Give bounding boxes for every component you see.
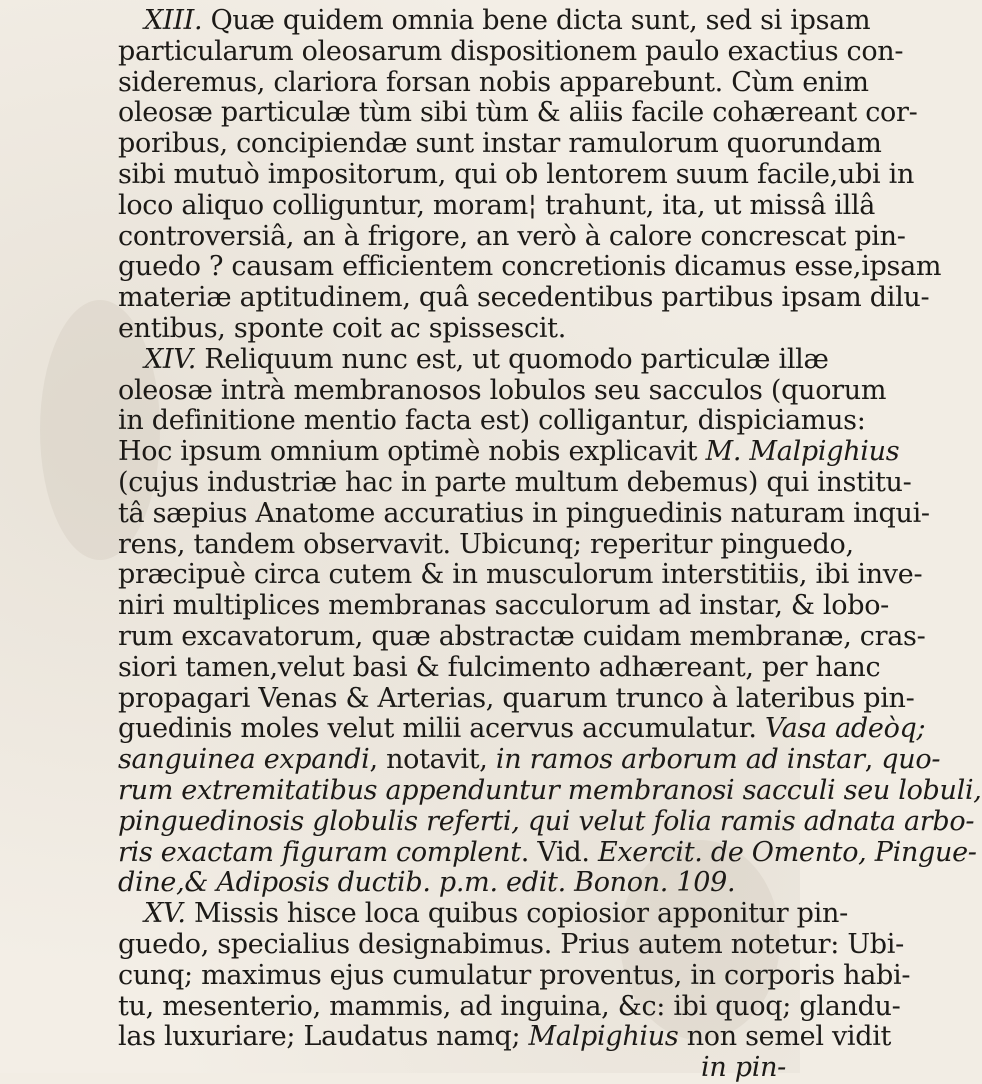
text-line	[118, 959, 911, 992]
text-run: guedinis moles velut milii acervus accumulatur.	[118, 713, 765, 745]
text-line	[118, 405, 866, 437]
text-run: (cujus industriæ hac in parte multum debemus) qui institu-	[118, 466, 912, 498]
text-line	[118, 898, 848, 930]
text-line	[118, 836, 977, 869]
text-line	[118, 189, 876, 222]
text-run: Hoc ipsum omnium optimè nobis explicavit	[118, 436, 706, 468]
text-run: entibus, sponte coit ac spissescit.	[118, 312, 566, 344]
text-line	[118, 128, 882, 160]
text-line	[118, 620, 926, 653]
text-run: oleosæ intrà membranosos lobulos seu sacculos (quorum	[118, 374, 887, 406]
text-line	[118, 97, 918, 129]
text-run: . Vid.	[520, 836, 598, 868]
text-run: Reliquum nunc est, ut quomodo particulæ illæ	[204, 343, 829, 375]
text-run: sideremus, clariora forsan nobis apparebunt. Cùm enim	[118, 66, 869, 98]
text-run: Missis hisce loca quibus copiosior apponitur pin-	[193, 898, 848, 930]
text-line	[118, 66, 869, 99]
italic-text: rum extremitatibus appenduntur membranosi sacculi seu lobuli,	[118, 774, 982, 806]
text-run: non semel vidit	[678, 1021, 892, 1053]
text-run: tu, mesenterio, mammis, ad inguina, &c: ibi quoq; glandu-	[118, 990, 901, 1022]
text-line	[118, 5, 871, 37]
text-run: oleosæ particulæ tùm sibi tùm & aliis facile cohæreant cor-	[118, 97, 918, 129]
italic-text: 109.	[676, 867, 736, 899]
italic-text: XIV.	[144, 343, 205, 375]
text-run: præcipuè circa cutem & in musculorum interstitiis, ibi inve-	[118, 559, 923, 591]
italic-text: Vasa adeòq;	[764, 713, 926, 745]
text-line	[118, 805, 975, 838]
text-line	[118, 990, 901, 1023]
text-line	[118, 928, 904, 961]
italic-text: XIII.	[144, 5, 211, 36]
text-line	[118, 774, 982, 807]
text-line	[118, 251, 942, 283]
italic-text: Malpighius	[528, 1021, 679, 1053]
text-run: in definitione mentio facta est) colligantur, dispiciamus:	[118, 405, 866, 437]
text-run: loco aliquo colliguntur, moram¦ trahunt, ita, ut missâ illâ	[118, 189, 876, 221]
text-run: tâ sæpius Anatome accuratius in pinguedinis naturam inqui-	[118, 497, 930, 529]
text-run: Quæ quidem omnia bene dicta sunt, sed si ipsam	[210, 5, 871, 36]
text-line	[118, 713, 926, 745]
text-run: sibi mutuò impositorum, qui ob lentorem suum facile,ubi in	[118, 158, 915, 190]
italic-text: dine,& Adiposis ductib. p.m. edit. Bonon.	[118, 867, 669, 899]
italic-text: quo-	[881, 744, 941, 776]
text-run: guedo, specialius designabimus. Prius autem notetur: Ubi-	[118, 928, 904, 960]
italic-text: in ramos arborum ad instar	[495, 744, 865, 776]
text-run: las luxuriare; Laudatus namq;	[118, 1021, 529, 1053]
text-run: siori tamen,velut basi & fulcimento adhæreant, per hanc	[118, 651, 881, 683]
italic-text: sanguinea expandi	[118, 744, 370, 776]
italic-text: M. Malpighius	[705, 436, 900, 468]
text-line	[118, 682, 915, 715]
text-line	[118, 868, 786, 899]
italic-text: ris exactam figuram complent	[118, 836, 521, 868]
text-run: guedo ? causam efficientem concretionis dicamus esse,ipsam	[118, 251, 942, 283]
italic-text: XV.	[144, 898, 194, 930]
text-line	[118, 343, 829, 376]
text-run: materiæ aptitudinem, quâ secedentibus partibus ipsam dilu-	[118, 282, 930, 314]
text-run: particularum oleosarum dispositionem paulo exactius con-	[118, 35, 904, 67]
text-run: propagari Venas & Arterias, quarum trunco à lateribus pin-	[118, 682, 915, 714]
text-line	[118, 220, 906, 253]
text-line	[118, 1053, 786, 1084]
text-line	[118, 466, 912, 499]
text-run: , notavit,	[369, 744, 496, 776]
text-line	[118, 436, 900, 468]
text-line	[118, 559, 923, 591]
text-line	[118, 528, 854, 561]
text-line	[118, 35, 904, 68]
italic-text: Exercit. de Omento, Pingue-	[597, 836, 977, 868]
text-line	[118, 590, 889, 622]
text-run: rens, tandem observavit. Ubicunq; reperitur pinguedo,	[118, 528, 854, 560]
text-run: poribus, concipiendæ sunt instar ramulorum quorundam	[118, 128, 882, 160]
text-line	[118, 1021, 892, 1053]
text-line	[118, 744, 941, 776]
text-line	[118, 314, 786, 345]
text-run: cunq; maximus ejus cumulatur proventus, in corporis habi-	[118, 959, 911, 991]
italic-text: in pin-	[701, 1052, 786, 1084]
text-line	[118, 497, 930, 530]
text-line	[118, 282, 930, 314]
text-line	[118, 374, 887, 407]
text-run: rum excavatorum, quæ abstractæ cuidam membranæ, cras-	[118, 620, 926, 652]
text-run: ,	[864, 744, 882, 776]
text-line	[118, 651, 881, 684]
italic-text: pinguedinosis globulis referti, qui velut folia ramis adnata arbo-	[118, 805, 975, 837]
text-run: controversiâ, an à frigore, an verò à calore concrescat pin-	[118, 220, 906, 252]
page-text	[118, 5, 982, 1084]
text-run: niri multiplices membranas sacculorum ad instar, & lobo-	[118, 590, 889, 622]
text-line	[118, 158, 915, 191]
